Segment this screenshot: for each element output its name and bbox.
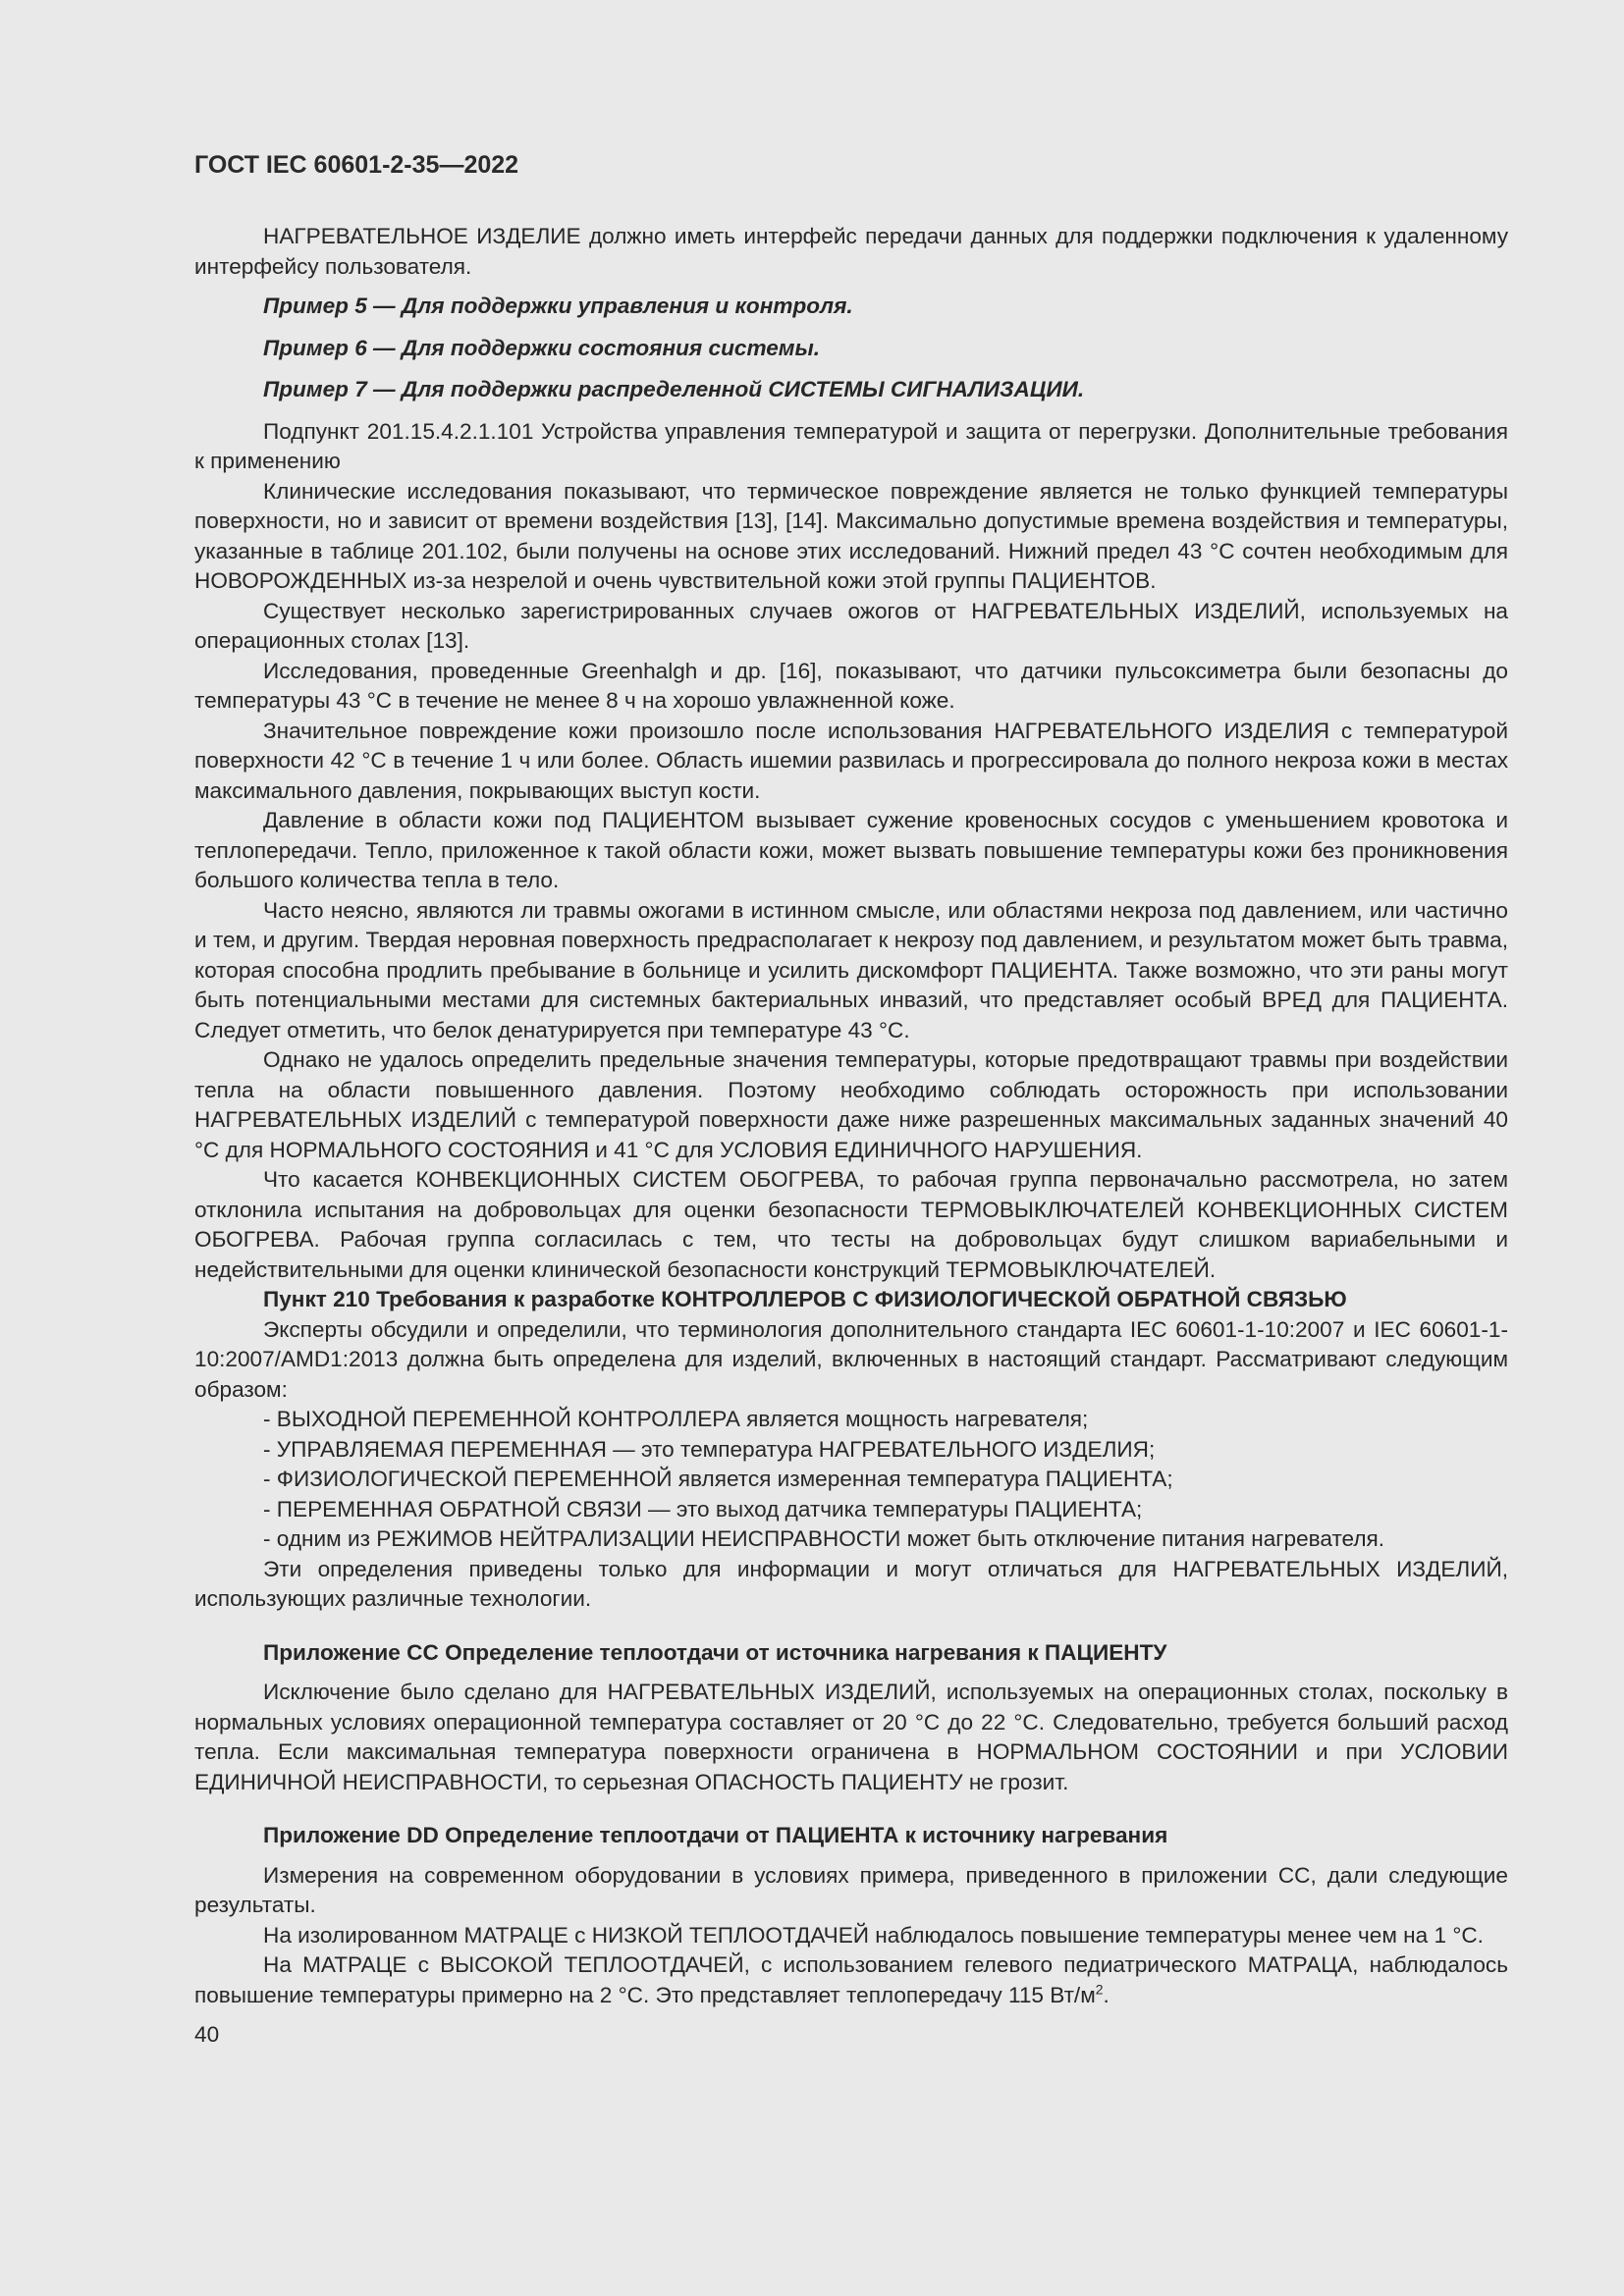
annex-dd-p3 bbox=[194, 1950, 1508, 2010]
document-header: ГОСТ IEC 60601-2-35—2022 bbox=[194, 151, 519, 179]
clause-210-heading: Пункт 210 Требования к разработке КОНТРОЛЛЕРОВ С ФИЗИОЛОГИЧЕСКОЙ ОБРАТНОЙ СВЯЗЬЮ bbox=[263, 1287, 1347, 1311]
annex-cc-text: Исключение было сделано для НАГРЕВАТЕЛЬНЫХ ИЗДЕЛИЙ, используемых на операционных столах, поскольку в нормальных условиях операционной температура составляет от 20 °С до 22 °С. Следовательно, требуется больший расход тепла. Если максимальная температура поверхности ограничена в НОРМАЛЬНОМ СОСТОЯНИИ и при УСЛОВИИ ЕДИНИЧНОЙ НЕИСПРАВНОСТИ, то серьезная ОПАСНОСТЬ ПАЦИЕНТУ не грозит. bbox=[194, 1680, 1508, 1794]
list-item: - ФИЗИОЛОГИЧЕСКОЙ ПЕРЕМЕННОЙ является измеренная температура ПАЦИЕНТА; bbox=[263, 1467, 1173, 1491]
clause-210-closing: Эти определения приведены только для информации и могут отличаться для НАГРЕВАТЕЛЬНЫХ ИЗДЕЛИЙ, использующих различные технологии. bbox=[194, 1556, 1508, 1611]
intro-paragraph: НАГРЕВАТЕЛЬНОЕ ИЗДЕЛИЕ должно иметь интерфейс передачи данных для поддержки подключения к удаленному интерфейсу пользователя. bbox=[194, 224, 1508, 279]
paragraph: Значительное повреждение кожи произошло после использования НАГРЕВАТЕЛЬНОГО ИЗДЕЛИЯ с температурой поверхности 42 °С в течение 1 ч или более. Область ишемии развилась и прогрессировала до полного некроза кожи в местах максимального давления, покрывающих выступ кости. bbox=[194, 718, 1508, 803]
list-item: - УПРАВЛЯЕМАЯ ПЕРЕМЕННАЯ — это температура НАГРЕВАТЕЛЬНОГО ИЗДЕЛИЯ; bbox=[263, 1436, 1156, 1462]
annex-dd-p1: Измерения на современном оборудовании в условиях примера, приведенного в приложении СС, дали следующие результаты. bbox=[194, 1862, 1508, 1917]
superscript: 2 bbox=[1095, 1980, 1104, 1997]
paragraph: Что касается КОНВЕКЦИОННЫХ СИСТЕМ ОБОГРЕВА, то рабочая группа первоначально рассмотрела, но затем отклонила испытания на добровольцах для оценки безопасности ТЕРМОВЫКЛЮЧАТЕЛЕЙ КОНВЕКЦИОННЫХ СИСТЕМ ОБОГРЕВА. Рабочая группа согласилась с тем, что тесты на добровольцах будут слишком вариабельными и недействительными для оценки клинической безопасности конструкций ТЕРМОВЫКЛЮЧАТЕЛЕЙ. bbox=[194, 1167, 1508, 1282]
document-body bbox=[194, 222, 1508, 2010]
page-number: 40 bbox=[194, 2022, 220, 2047]
paragraph: Клинические исследования показывают, что термическое повреждение является не только функцией температуры поверхности, но и зависит от времени воздействия [13], [14]. Максимально допустимые времена воздействия и температуры, указанные в таблице 201.102, были получены на основе этих исследований. Нижний предел 43 °С сочтен необходимым для НОВОРОЖДЕННЫХ из-за незрелой и очень чувствительной кожи этой группы ПАЦИЕНТОВ. bbox=[194, 478, 1508, 593]
paragraph: Часто неясно, являются ли травмы ожогами в истинном смысле, или областями некроза под давлением, или частично и тем, и другим. Твердая неровная поверхность предрасполагает к некрозу под давлением, и результатом может быть травма, которая способна продлить пребывание в больнице и усилить дискомфорт ПАЦИЕНТА. Также возможно, что эти раны могут быть потенциальными местами для системных бактериальных инвазий, что представляет особый ВРЕД для ПАЦИЕНТА. Следует отметить, что белок денатурируется при температуре 43 °С. bbox=[194, 897, 1508, 1042]
paragraph: Существует несколько зарегистрированных случаев ожогов от НАГРЕВАТЕЛЬНЫХ ИЗДЕЛИЙ, используемых на операционных столах [13]. bbox=[194, 598, 1508, 653]
list-item: - ВЫХОДНОЙ ПЕРЕМЕННОЙ КОНТРОЛЛЕРА является мощность нагревателя; bbox=[263, 1407, 1089, 1431]
paragraph: Давление в области кожи под ПАЦИЕНТОМ вызывает сужение кровеносных сосудов с уменьшением кровотока и теплопередачи. Тепло, приложенное к такой области кожи, может вызвать повышение температуры кожи без проникновения большого количества тепла в тело. bbox=[194, 808, 1508, 892]
annex-dd-p2: На изолированном МАТРАЦЕ с НИЗКОЙ ТЕПЛООТДАЧЕЙ наблюдалось повышение температуры менее чем на 1 °С. bbox=[263, 1922, 1484, 1948]
example-5: Пример 5 — Для поддержки управления и контроля. bbox=[263, 294, 853, 318]
annex-dd-p3-end: . bbox=[1103, 1982, 1110, 2007]
subclause-title: Подпункт 201.15.4.2.1.101 Устройства управления температурой и защита от перегрузки. Дополнительные требования к применению bbox=[194, 418, 1508, 473]
annex-cc-heading: Приложение СС Определение теплоотдачи от источника нагревания к ПАЦИЕНТУ bbox=[263, 1639, 1167, 1665]
example-6: Пример 6 — Для поддержки состояния системы. bbox=[263, 335, 821, 360]
annex-dd-heading: Приложение DD Определение теплоотдачи от ПАЦИЕНТА к источнику нагревания bbox=[263, 1823, 1168, 1847]
paragraph: Однако не удалось определить предельные значения температуры, которые предотвращают травмы при воздействии тепла на области повышенного давления. Поэтому необходимо соблюдать осторожность при использовании НАГРЕВАТЕЛЬНЫХ ИЗДЕЛИЙ с температурой поверхности даже ниже разрешенных максимальных заданных значений 40 °С для НОРМАЛЬНОГО СОСТОЯНИЯ и 41 °С для УСЛОВИЯ ЕДИНИЧНОГО НАРУШЕНИЯ. bbox=[194, 1047, 1508, 1162]
annex-dd-p3-text: На МАТРАЦЕ с ВЫСОКОЙ ТЕПЛООТДАЧЕЙ, с использованием гелевого педиатрического МАТРАЦА, наблюдалось повышение температуры примерно на 2 °С. Это представляет теплопередачу 115 Вт/м bbox=[194, 1952, 1508, 2007]
definitions-list bbox=[194, 1405, 1508, 1555]
example-7: Пример 7 — Для поддержки распределенной СИСТЕМЫ СИГНАЛИЗАЦИИ. bbox=[263, 377, 1085, 401]
list-item: - ПЕРЕМЕННАЯ ОБРАТНОЙ СВЯЗИ — это выход датчика температуры ПАЦИЕНТА; bbox=[263, 1496, 1143, 1522]
clause-210-intro: Эксперты обсудили и определили, что терминология дополнительного стандарта IEC 60601-1-10:2007 и IEC 60601-1-10:2007/AMD1:2013 должна быть определена для изделий, включенных в настоящий стандарт. Рассматривают следующим образом: bbox=[194, 1316, 1508, 1402]
list-item: - одним из РЕЖИМОВ НЕЙТРАЛИЗАЦИИ НЕИСПРАВНОСТИ может быть отключение питания нагревателя. bbox=[263, 1526, 1385, 1551]
paragraph: Исследования, проведенные Greenhalgh и др. [16], показывают, что датчики пульсоксиметра были безопасны до температуры 43 °С в течение не менее 8 ч на хорошо увлажненной коже. bbox=[194, 658, 1508, 713]
